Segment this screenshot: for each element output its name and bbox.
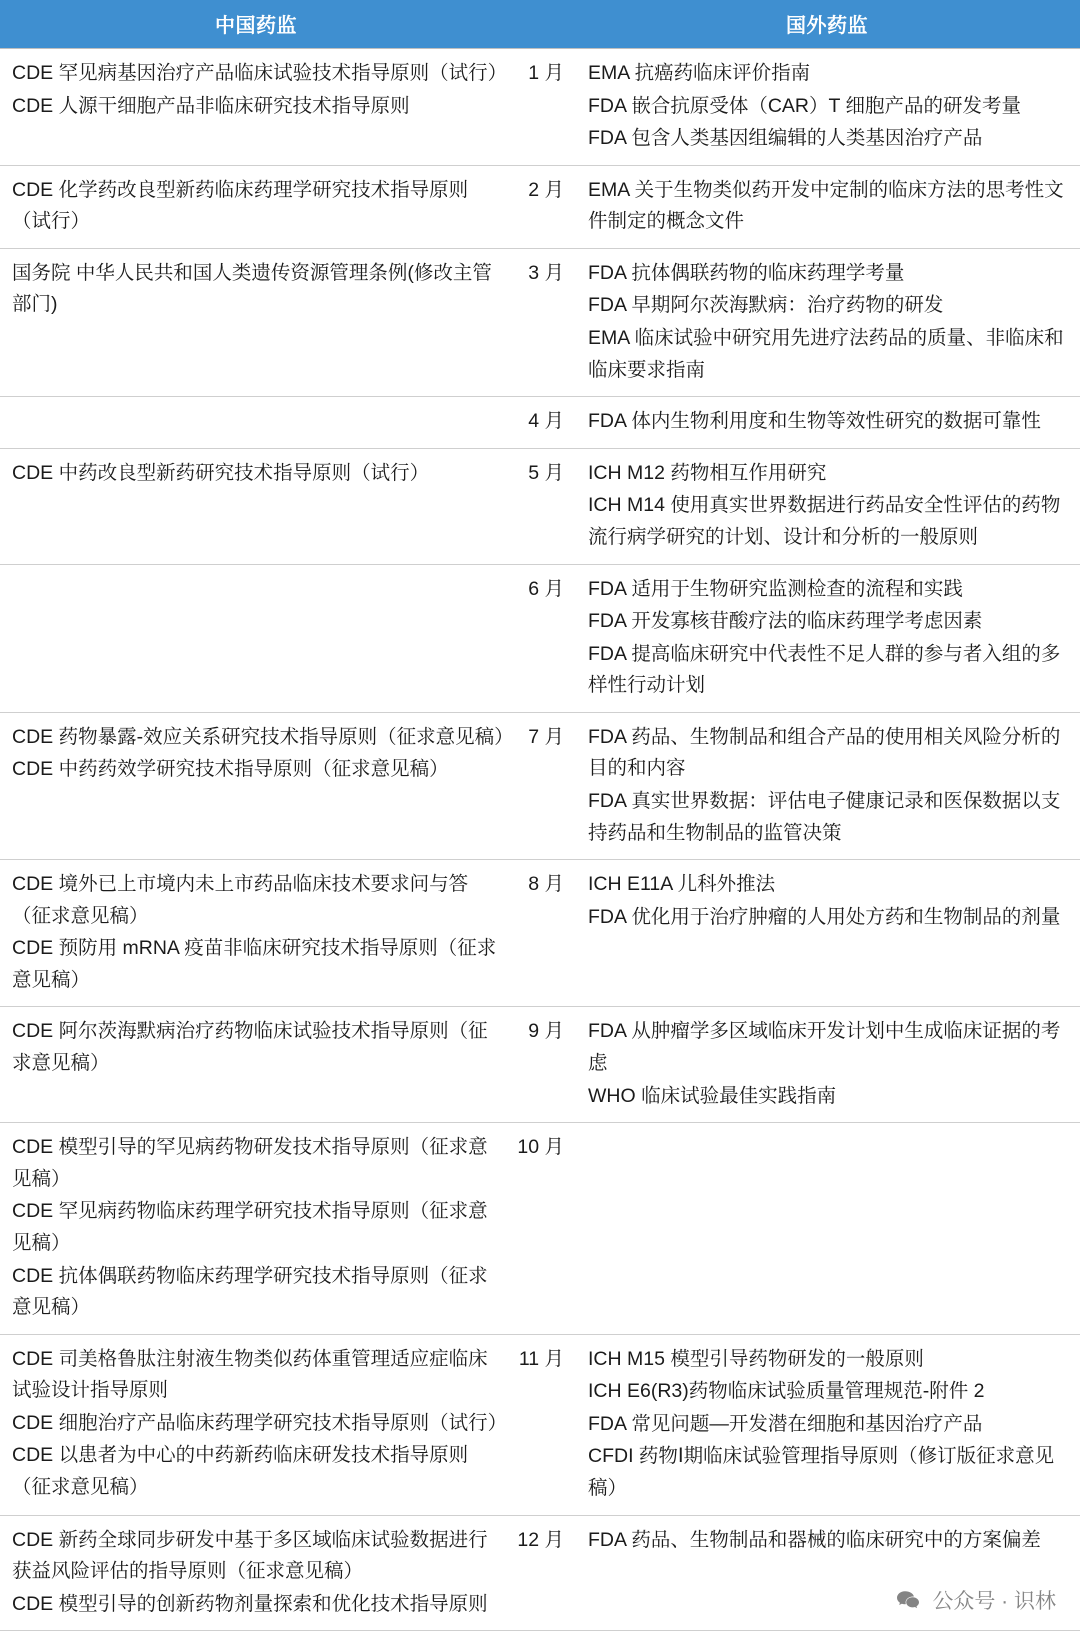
cell-abroad-guidance: [574, 860, 1080, 1007]
abroad-guidance-entry: ICH M12 药物相互作用研究: [588, 461, 827, 484]
abroad-guidance-entry: FDA 开发寡核苷酸疗法的临床药理学考虑因素: [588, 610, 983, 633]
china-guidance-entry: CDE 司美格鲁肽注射液生物类似药体重管理适应症临床试验设计指导原则: [12, 1347, 488, 1402]
cell-month: 2 月: [512, 165, 574, 248]
cell-china-guidance: [0, 712, 512, 859]
abroad-guidance-entry: FDA 早期阿尔茨海默病：治疗药物的研发: [588, 294, 944, 317]
cell-abroad-guidance: [574, 712, 1080, 859]
cell-month: 12 月: [512, 1515, 574, 1631]
table-row: [0, 860, 1080, 1007]
abroad-guidance-entry: FDA 提高临床研究中代表性不足人群的参与者入组的多样性行动计划: [588, 642, 1061, 697]
table-row: [0, 397, 1080, 449]
china-guidance-entry: CDE 中药药效学研究技术指导原则（征求意见稿）: [12, 758, 449, 781]
cell-abroad-guidance: [574, 397, 1080, 449]
cell-china-guidance: [0, 1334, 512, 1515]
china-guidance-entry: CDE 中药改良型新药研究技术指导原则（试行）: [12, 461, 430, 484]
china-guidance-entry: CDE 化学药改良型新药临床药理学研究技术指导原则（试行）: [12, 178, 469, 233]
cell-month: 10 月: [512, 1123, 574, 1334]
china-guidance-entry: CDE 模型引导的罕见病药物研发技术指导原则（征求意见稿）: [12, 1136, 488, 1190]
abroad-guidance-entry: CFDI 药物Ⅰ期临床试验管理指导原则（修订版征求意见稿）: [588, 1445, 1055, 1499]
cell-month: 8 月: [512, 860, 574, 1007]
cell-month: 3 月: [512, 248, 574, 396]
cell-china-guidance: [0, 564, 512, 712]
cell-china-guidance: [0, 1007, 512, 1123]
table-row: [0, 564, 1080, 712]
china-guidance-entry: CDE 以患者为中心的中药新药临床研发技术指导原则（征求意见稿）: [12, 1444, 469, 1498]
table-row: [0, 1123, 1080, 1334]
watermark-text: 公众号 · 识林: [932, 1590, 1056, 1614]
cell-month: 5 月: [512, 448, 574, 564]
abroad-guidance-entry: ICH E6(R3)药物临床试验质量管理规范-附件 2: [588, 1380, 985, 1403]
china-guidance-entry: CDE 新药全球同步研发中基于多区域临床试验数据进行获益风险评估的指导原则（征求意见稿）: [12, 1528, 488, 1583]
china-guidance-entry: CDE 罕见病基因治疗产品临床试验技术指导原则（试行）: [12, 62, 508, 84]
abroad-guidance-entry: FDA 真实世界数据：评估电子健康记录和医保数据以支持药品和生物制品的监管决策: [588, 789, 1061, 844]
abroad-guidance-entry: FDA 常见问题—开发潜在细胞和基因治疗产品: [588, 1412, 983, 1435]
cell-month: 9 月: [512, 1007, 574, 1123]
cell-china-guidance: [0, 448, 512, 564]
table-body: [0, 49, 1080, 1631]
abroad-guidance-entry: ICH M14 使用真实世界数据进行药品安全性评估的药物流行病学研究的计划、设计和分析的一般原则: [588, 494, 1061, 548]
cell-abroad-guidance: [574, 49, 1080, 166]
abroad-guidance-entry: FDA 嵌合抗原受体（CAR）T 细胞产品的研发考量: [588, 94, 1021, 117]
table-row: [0, 712, 1080, 859]
abroad-guidance-entry: FDA 包含人类基因组编辑的人类基因治疗产品: [588, 127, 983, 150]
abroad-guidance-entry: ICH M15 模型引导药物研发的一般原则: [588, 1347, 924, 1370]
cell-china-guidance: [0, 248, 512, 396]
china-guidance-entry: CDE 细胞治疗产品临床药理学研究技术指导原则（试行）: [12, 1411, 508, 1434]
abroad-guidance-entry: FDA 从肿瘤学多区域临床开发计划中生成临床证据的考虑: [588, 1020, 1061, 1075]
china-guidance-entry: CDE 罕见病药物临床药理学研究技术指导原则（征求意见稿）: [12, 1200, 488, 1254]
column-header-china: 中国药监: [0, 0, 512, 49]
table-row: [0, 448, 1080, 564]
abroad-guidance-entry: FDA 体内生物利用度和生物等效性研究的数据可靠性: [588, 410, 1041, 433]
cell-month: 1 月: [512, 49, 574, 166]
china-guidance-entry: 国务院 中华人民共和国人类遗传资源管理条例(修改主管部门): [12, 261, 492, 316]
abroad-guidance-entry: ICH E11A 儿科外推法: [588, 873, 776, 896]
table-row: [0, 1334, 1080, 1515]
wechat-icon: [894, 1586, 922, 1614]
cell-china-guidance: [0, 1123, 512, 1334]
cell-month: 7 月: [512, 712, 574, 859]
china-guidance-entry: CDE 模型引导的创新药物剂量探索和优化技术指导原则: [12, 1592, 488, 1615]
cell-china-guidance: [0, 860, 512, 1007]
table-row: [0, 165, 1080, 248]
china-guidance-entry: CDE 阿尔茨海默病治疗药物临床试验技术指导原则（征求意见稿）: [12, 1020, 488, 1075]
abroad-guidance-entry: FDA 抗体偶联药物的临床药理学考量: [588, 261, 905, 284]
cell-abroad-guidance: [574, 1123, 1080, 1334]
watermark: [894, 1585, 1056, 1615]
table-row: [0, 248, 1080, 396]
column-header-abroad: 国外药监: [574, 0, 1080, 49]
cell-abroad-guidance: [574, 248, 1080, 396]
china-guidance-entry: CDE 境外已上市境内未上市药品临床技术要求问与答（征求意见稿）: [12, 873, 469, 927]
abroad-guidance-entry: EMA 抗癌药临床评价指南: [588, 62, 811, 84]
china-guidance-entry: CDE 预防用 mRNA 疫苗非临床研究技术指导原则（征求意见稿）: [12, 937, 497, 991]
china-guidance-entry: CDE 抗体偶联药物临床药理学研究技术指导原则（征求意见稿）: [12, 1264, 488, 1319]
cell-abroad-guidance: [574, 165, 1080, 248]
abroad-guidance-entry: FDA 药品、生物制品和器械的临床研究中的方案偏差: [588, 1528, 1041, 1551]
china-guidance-entry: CDE 药物暴露-效应关系研究技术指导原则（征求意见稿）: [12, 725, 514, 748]
cell-china-guidance: [0, 1515, 512, 1631]
cell-month: 6 月: [512, 564, 574, 712]
cell-abroad-guidance: [574, 448, 1080, 564]
abroad-guidance-entry: EMA 临床试验中研究用先进疗法药品的质量、非临床和临床要求指南: [588, 327, 1064, 381]
cell-china-guidance: [0, 165, 512, 248]
cell-month: 11 月: [512, 1334, 574, 1515]
cell-china-guidance: [0, 49, 512, 166]
abroad-guidance-entry: EMA 关于生物类似药开发中定制的临床方法的思考性文件制定的概念文件: [588, 178, 1064, 233]
cell-abroad-guidance: [574, 1007, 1080, 1123]
china-guidance-entry: CDE 人源干细胞产品非临床研究技术指导原则: [12, 94, 410, 117]
abroad-guidance-entry: FDA 适用于生物研究监测检查的流程和实践: [588, 577, 963, 600]
column-header-month: [512, 0, 574, 49]
cell-abroad-guidance: [574, 1334, 1080, 1515]
cell-china-guidance: [0, 397, 512, 449]
table-row: [0, 49, 1080, 166]
table-row: [0, 1007, 1080, 1123]
abroad-guidance-entry: WHO 临床试验最佳实践指南: [588, 1084, 837, 1107]
table-header: [0, 0, 1080, 49]
cell-abroad-guidance: [574, 564, 1080, 712]
cell-month: 4 月: [512, 397, 574, 449]
abroad-guidance-entry: FDA 优化用于治疗肿瘤的人用处方药和生物制品的剂量: [588, 905, 1061, 928]
abroad-guidance-entry: FDA 药品、生物制品和组合产品的使用相关风险分析的目的和内容: [588, 725, 1061, 780]
